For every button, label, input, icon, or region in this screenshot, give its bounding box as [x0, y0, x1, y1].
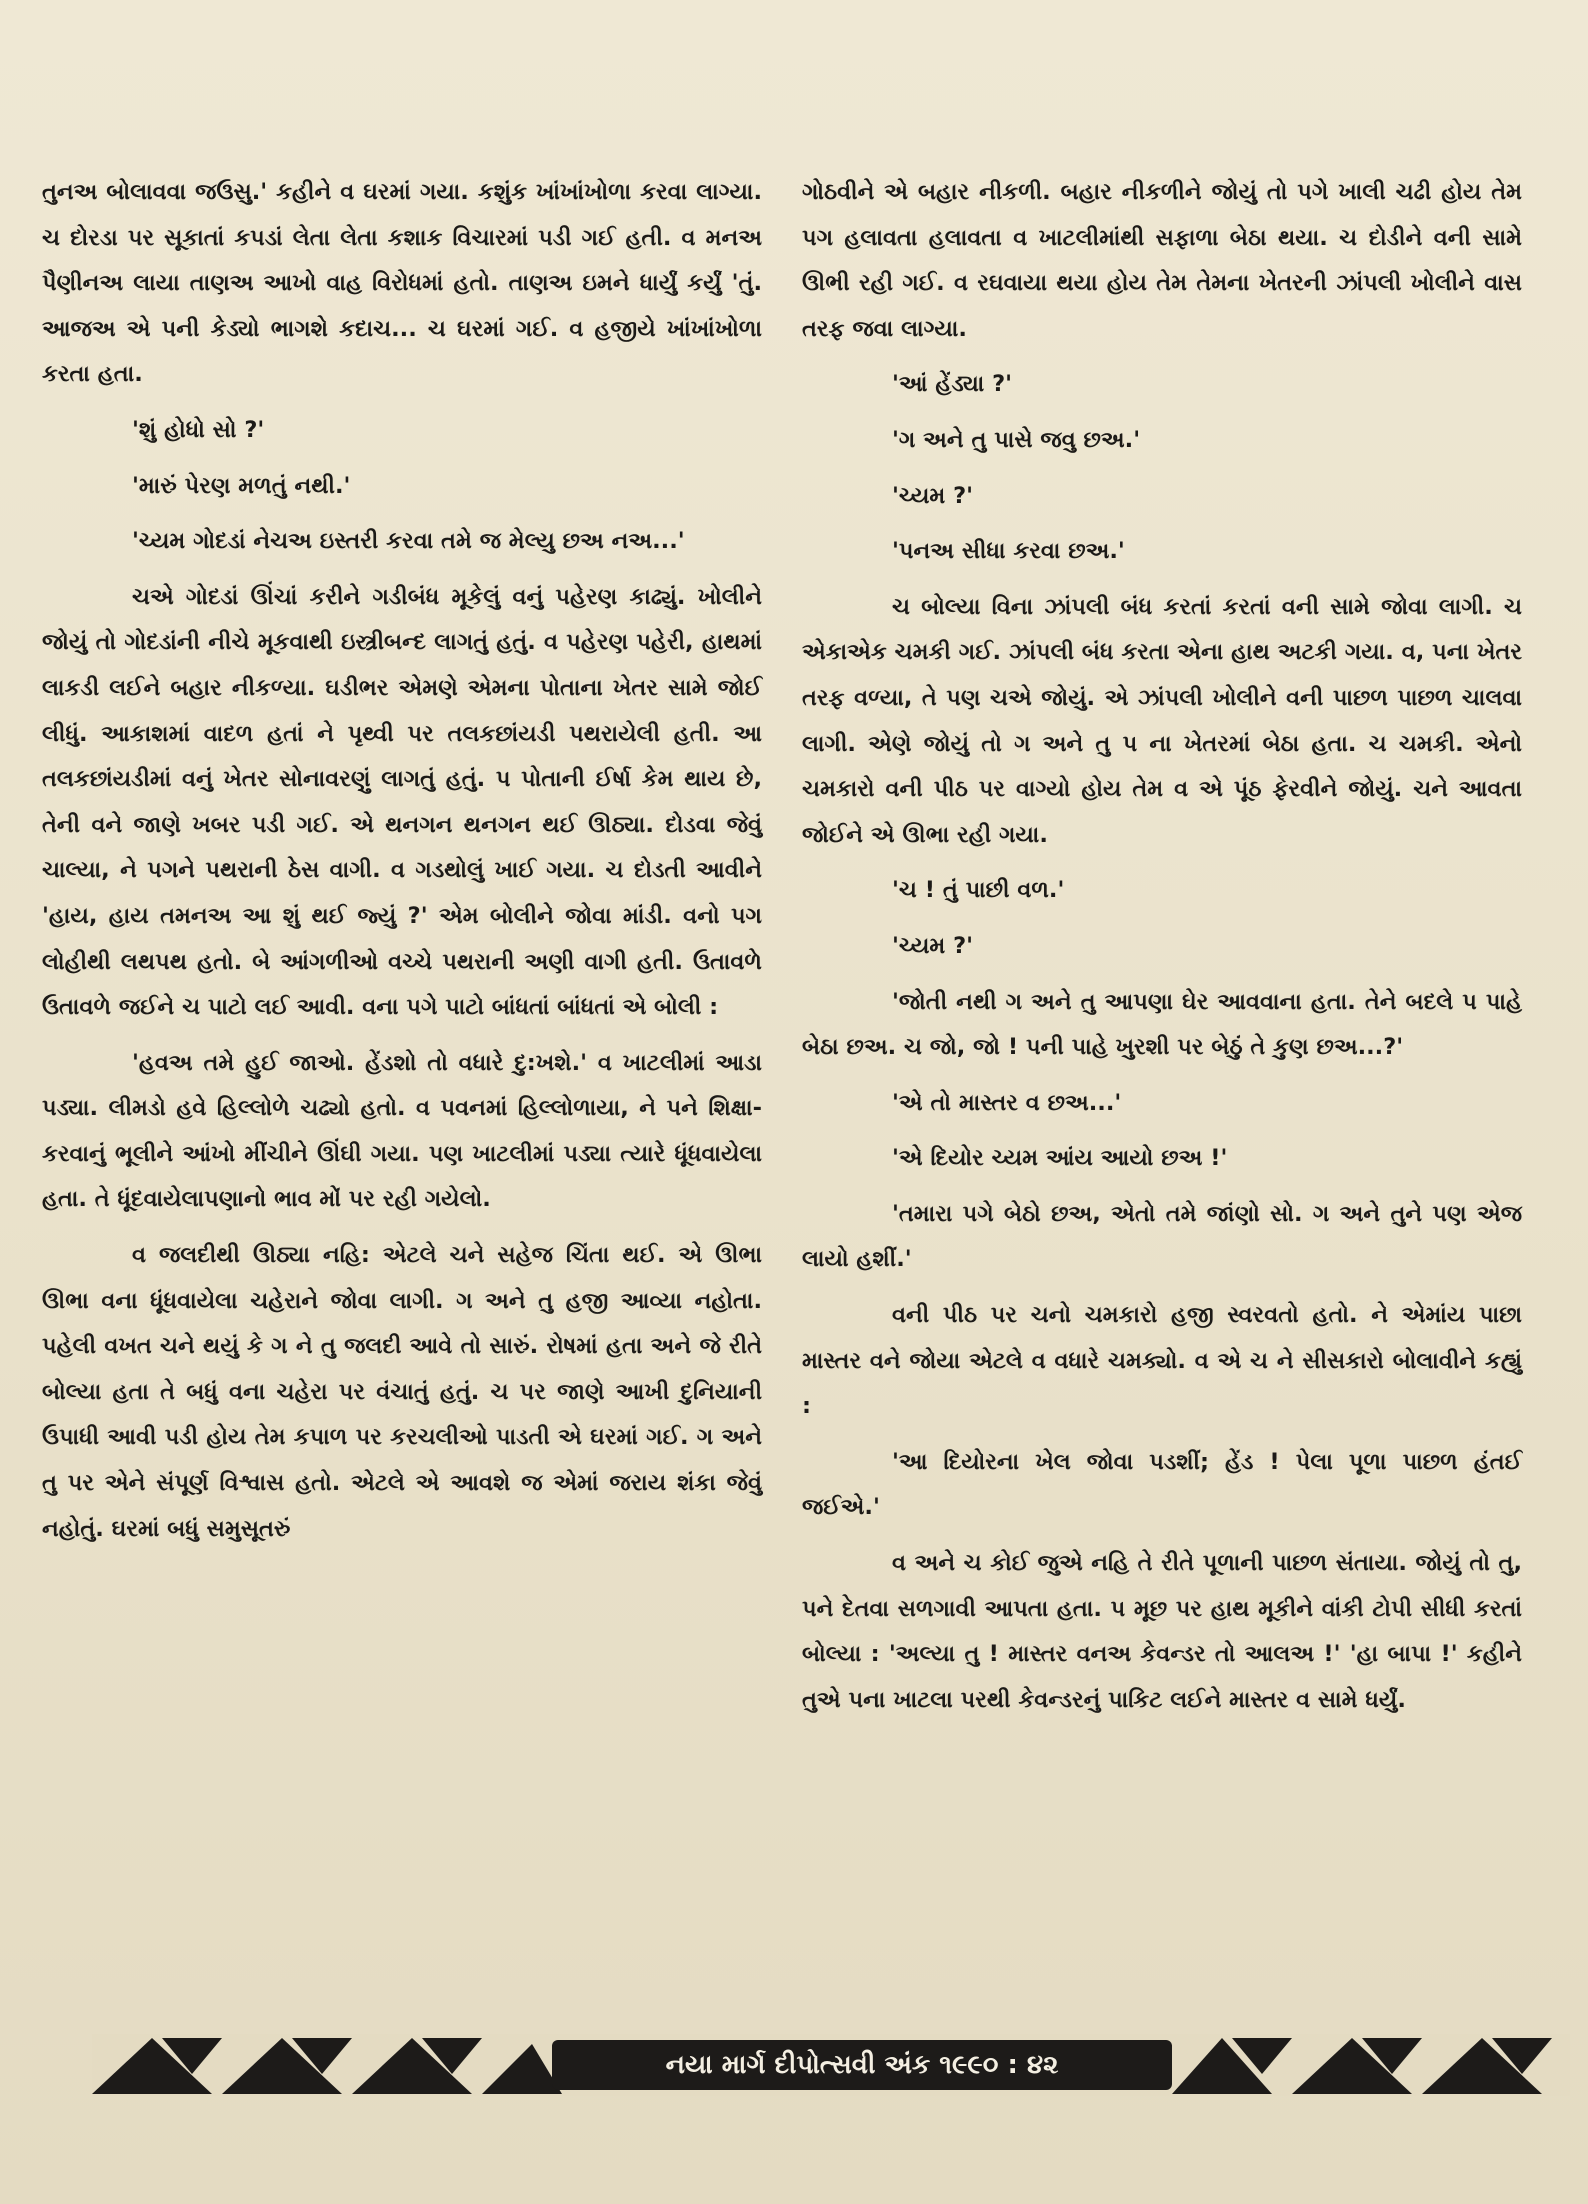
dialogue-line: 'પનઅ સીધા કરવા છઅ.': [892, 538, 1125, 565]
dialogue-line: 'ચ્યમ ?': [892, 932, 974, 959]
dialogue-line: 'આં હેંડ્યા ?': [892, 371, 1013, 398]
right-column: [802, 170, 1522, 1723]
dialogue-line: 'ચ્યમ ગોદડાં નેચઅ ઇસ્તરી કરવા તમે જ મેલ્યુ છઅ નઅ...': [132, 528, 685, 555]
paragraph: 'હવઅ તમે હુઈ જાઓ. હેંડશો તો વધારે દુ:ખશે.' વ ખાટલીમાં આડા પડ્યા. લીમડો હવે હિલ્લોળે ચઢ્યો હતો. વ પવનમાં હિલ્લોળાયા, ને પને શિક્ષા-કરવાનું ભૂલીને આંખો મીંચીને ઊંઘી ગયા. પણ ખાટલીમાં પડ્યા ત્યારે ધૂંધવાયેલા હતા. તે ધૂંદવાયેલાપણાનો ભાવ મોં પર રહી ગયેલો.: [42, 1049, 762, 1213]
paragraph: ચએ ગોદડાં ઊંચાં કરીને ગડીબંધ મૂકેલું વનું પહેરણ કાઢ્યું. ખોલીને જોયું તો ગોદડાંની નીચે મૂકવાથી ઇસ્ત્રીબન્દ લાગતું હતું. વ પહેરણ પહેરી, હાથમાં લાકડી લઈને બહાર નીકળ્યા. ઘડીભર એમણે એમના પોતાના ખેતર સામે જોઈ લીધું. આકાશમાં વાદળ હતાં ને પૃથ્વી પર તલકછાંયડી પથરાયેલી હતી. આ તલકછાંયડીમાં વનું ખેતર સોનાવરણું લાગતું હતું. પ પોતાની ઈર્ષા કેમ થાય છે, તેની વને જાણે ખબર પડી ગઈ. એ થનગન થનગન થઈ ઊઠ્યા. દોડવા જેવું ચાલ્યા, ને પગને પથરાની ઠેસ વાગી. વ ગડથોલું ખાઈ ગયા. ચ દોડતી આવીને 'હાય, હાય તમનઅ આ શું થઈ જ્યું ?' એમ બોલીને જોવા માંડી. વનો પગ લોહીથી લથપથ હતો. બે આંગળીઓ વચ્ચે પથરાની અણી વાગી હતી. ઉતાવળે ઉતાવળે જઈને ચ પાટો લઈ આવી. વના પગે પાટો બાંધતાં બાંધતાં એ બોલી :: [42, 583, 762, 1021]
paragraph: ચ બોલ્યા વિના ઝાંપલી બંધ કરતાં કરતાં વની સામે જોવા લાગી. ચ એકાએક ચમકી ગઈ. ઝાંપલી બંધ કરતા એના હાથ અટકી ગયા. વ, પના ખેતર તરફ વળ્યા, તે પણ ચએ જોયું. એ ઝાંપલી ખોલીને વની પાછળ પાછળ ચાલવા લાગી. એણે જોયું તો ગ અને તુ પ ના ખેતરમાં બેઠા હતા. ચ ચમકી. એનો ચમકારો વની પીઠ પર વાગ્યો હોય તેમ વ એ પૂંઠ ફેરવીને જોયું. ચને આવતા જોઈને એ ઊભા રહી ગયા.: [802, 593, 1522, 848]
dialogue-line: 'ચ ! તું પાછી વળ.': [892, 877, 1065, 904]
dialogue-line: 'એ તો માસ્તર વ છઅ...': [892, 1089, 1122, 1116]
dialogue-line: 'એ દિયોર ચ્યમ આંય આયો છઅ !': [892, 1145, 1228, 1172]
dialogue-line: 'ચ્યમ ?': [892, 482, 974, 509]
paragraph: ગોઠવીને એ બહાર નીકળી. બહાર નીકળીને જોયું તો પગે ખાલી ચઢી હોય તેમ પગ હલાવતા હલાવતા વ ખાટલીમાંથી સફાળા બેઠા થયા. ચ દોડીને વની સામે ઊભી રહી ગઈ. વ રઘવાયા થયા હોય તેમ તેમના ખેતરની ઝાંપલી ખોલીને વાસ તરફ જવા લાગ્યા.: [802, 179, 1522, 342]
dialogue-line: 'જોતી નથી ગ અને તુ આપણા ઘેર આવવાના હતા. તેને બદલે પ પાહે બેઠા છઅ. ચ જો, જો ! પની પાહે ખુરશી પર બેઠું તે કુણ છઅ...?': [802, 988, 1522, 1061]
dialogue-line: 'આ દિયોરના ખેલ જોવા પડશીં; હેંડ ! પેલા પૂળા પાછળ હંતઈ જઈએ.': [802, 1448, 1522, 1521]
dialogue-line: 'મારું પેરણ મળતું નથી.': [132, 472, 351, 499]
paragraph: વ અને ચ કોઈ જુએ નહિ તે રીતે પૂળાની પાછળ સંતાયા. જોયું તો તુ, પને દેતવા સળગાવી આપતા હતા. પ મૂછ પર હાથ મૂકીને વાંકી ટોપી સીધી કરતાં બોલ્યા : 'અલ્યા તુ ! માસ્તર વનઅ કેવન્ડર તો આલઅ !' 'હા બાપા !' કહીને તુએ પના ખાટલા પરથી કેવન્ડરનું પાકિટ લઈને માસ્તર વ સામે ધર્યું.: [802, 1550, 1522, 1713]
issue-page-label: નયા માર્ગ દીપોત્સવી અંક ૧૯૯૦ : ૪૨: [552, 2040, 1172, 2090]
dialogue-line: 'શું હોધો સો ?': [132, 416, 265, 443]
dialogue-line: 'ગ અને તુ પાસે જવુ છઅ.': [892, 426, 1141, 453]
paragraph: વ જલદીથી ઊઠ્યા નહિ: એટલે ચને સહેજ ચિંતા થઈ. એ ઊભા ઊભા વના ધૂંધવાયેલા ચહેરાને જોવા લાગી. ગ અને તુ હજી આવ્યા નહોતા. પહેલી વખત ચને થયું કે ગ ને તુ જલદી આવે તો સારું. રોષમાં હતા અને જે રીતે બોલ્યા હતા તે બધું વના ચહેરા પર વંચાતું હતું. ચ પર જાણે આખી દુનિયાની ઉપાધી આવી પડી હોય તેમ કપાળ પર કરચલીઓ પાડતી એ ઘરમાં ગઈ. ગ અને તુ પર એને સંપૂર્ણ વિશ્વાસ હતો. એટલે એ આવશે જ એમાં જરાય શંકા જેવું નહોતું. ઘરમાં બધું સમુસૂતરું: [42, 1242, 762, 1542]
paragraph: વની પીઠ પર ચનો ચમકારો હજી સ્વરવતો હતો. ને એમાંય પાછા માસ્તર વને જોયા એટલે વ વધારે ચમક્યો. વ એ ચ ને સીસકારો બોલાવીને કહ્યું :: [802, 1302, 1522, 1420]
paragraph: તુનઅ બોલાવવા જઉસુ.' કહીને વ ઘરમાં ગયા. કશુંક ખાંખાંખોળા કરવા લાગ્યા. ચ દોરડા પર સૂકાતાં કપડાં લેતા લેતા કશાક વિચારમાં પડી ગઈ હતી. વ મનઅ પૈણીનઅ લાયા તાણઅ આખો વાહ વિરોધમાં હતો. તાણઅ ઇમને ધાર્યું કર્યું 'તું. આજઅ એ પની કેડ્યો ભાગશે કદાચ... ચ ઘરમાં ગઈ. વ હજીયે ખાંખાંખોળા કરતા હતા.: [42, 179, 762, 388]
page-footer: [92, 2034, 1570, 2096]
left-column: [42, 170, 762, 1552]
dialogue-line: 'તમારા પગે બેઠો છઅ, એતો તમે જાંણો સો. ગ અને તુને પણ એજ લાયો હશીં.': [802, 1200, 1522, 1273]
